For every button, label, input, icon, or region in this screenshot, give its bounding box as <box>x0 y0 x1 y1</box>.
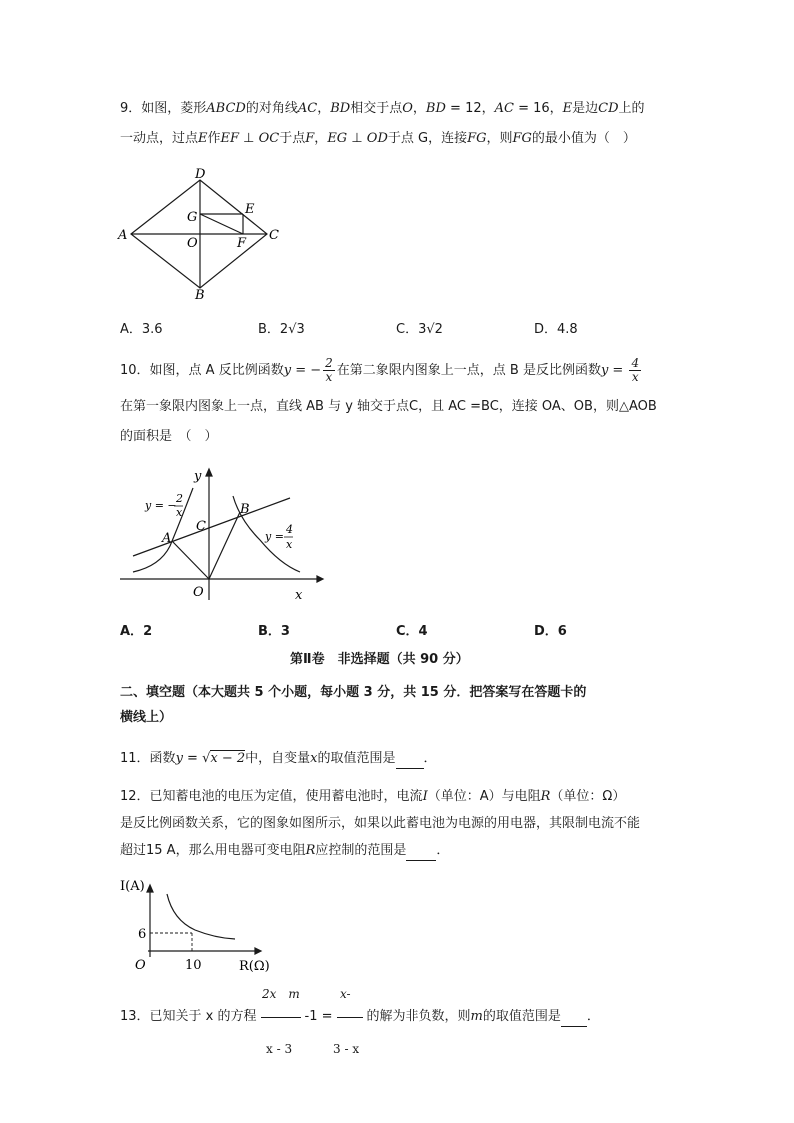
eq1-lhs: y = − <box>145 499 177 512</box>
label-ten: 10 <box>185 958 202 973</box>
eq1-num: 2 <box>176 492 183 505</box>
q10-line3: 的面积是 （ ） <box>120 429 218 444</box>
section-title: 第Ⅱ卷 非选择题（共 90 分） <box>290 652 469 667</box>
inverse-curve <box>167 894 235 939</box>
q9-option-a[interactable]: A．3.6 <box>120 322 163 337</box>
label-G: G <box>187 210 198 225</box>
current-resistance-graph <box>115 872 285 977</box>
label-B: B <box>195 288 205 303</box>
x-axis-arrow <box>317 576 323 582</box>
q10-line1: 10．如图，点 A 反比例函数y = − $\frac{2}{x}$ 在第二象限内图象上一点，点 B 是反比例函数y = $\frac{4}{x}$ <box>120 356 640 384</box>
label-O: O <box>193 585 204 600</box>
label-A: A <box>162 531 172 546</box>
q10-line2: 在第一象限内图象上一点，直线 AB 与 y 轴交于点C，且 AC =BC，连接 OA、OB，则△AOB <box>120 399 657 414</box>
label-O: O <box>135 958 146 973</box>
eq2-num: 4 <box>286 523 293 536</box>
fill-blank-heading-line1: 二、填空题（本大题共 5 个小题，每小题 3 分，共 15 分．把答案写在答题卡的 <box>120 685 587 700</box>
label-E: E <box>245 202 255 217</box>
sqrt-sign: √ <box>202 751 211 766</box>
label-x: x <box>295 588 303 603</box>
q10-frac2: $\frac{4}{x}$ <box>631 356 640 384</box>
sqrt-content: x − 2 <box>210 751 246 766</box>
segment-oa <box>172 541 209 579</box>
q10-option-a[interactable]: A．2 <box>120 624 153 639</box>
q12-line2: 是反比例函数关系，它的图象如图所示，如果以此蓄电池为电源的用电器，其限制电流不能 <box>120 816 641 831</box>
q12-line3: 超过15 A，那么用电器可变电阻R应控制的范围是 ． <box>120 842 449 861</box>
q13-line: 13．已知关于 x 的方程 -1 = 的解为非负数，则m的取值范围是 ． <box>120 1008 600 1027</box>
hyperbola-figure <box>115 462 325 612</box>
label-six: 6 <box>138 927 147 942</box>
q12-answer-blank[interactable] <box>406 842 436 861</box>
fill-blank-heading-line2: 横线上） <box>120 710 173 725</box>
label-r-axis: R(Ω) <box>239 959 270 974</box>
eq1-den: x <box>176 506 183 519</box>
y-axis-arrow <box>206 469 212 476</box>
label-F: F <box>237 236 247 251</box>
label-D: D <box>195 167 206 182</box>
q9-option-b[interactable]: B．2√3 <box>258 322 305 337</box>
q11-line: 11．函数y = √x − 2中，自变量x的取值范围是 ． <box>120 750 437 769</box>
label-C: C <box>196 519 206 534</box>
q10-option-c[interactable]: C．4 <box>396 624 428 639</box>
q13-frac1-bar <box>261 1008 301 1018</box>
q13-frac1-den: x - 3 <box>266 1042 293 1056</box>
q13-frac2-bar <box>337 1008 363 1018</box>
eq2-den: x <box>286 538 293 551</box>
label-O: O <box>187 236 198 251</box>
q9-option-d[interactable]: D．4.8 <box>534 322 578 337</box>
q13-frac2-den: 3 - x <box>333 1042 360 1056</box>
q9-line1: 9．如图，菱形ABCD的对角线AC，BD相交于点O，BD = 12，AC = 16，E是边CD上的 <box>120 101 645 116</box>
q11-answer-blank[interactable] <box>396 750 424 769</box>
rhombus-figure <box>115 165 290 305</box>
q10-option-b[interactable]: B．3 <box>258 624 290 639</box>
label-A: A <box>118 228 128 243</box>
q10-frac1: $\frac{2}{x}$ <box>325 356 333 384</box>
q9-option-c[interactable]: C．3√2 <box>396 322 443 337</box>
label-y: y <box>194 469 202 484</box>
q9-line2: 一动点，过点E作EF ⊥ OC于点F，EG ⊥ OD于点 G，连接FG，则FG的最小值为（ ） <box>120 131 636 146</box>
i-axis-arrow <box>147 885 153 892</box>
q12-line1: 12．已知蓄电池的电压为定值，使用蓄电池时，电流I（单位：A）与电阻R（单位：Ω） <box>120 789 626 804</box>
q13-frac2-num: x- <box>340 987 351 1001</box>
r-axis-arrow <box>255 948 261 954</box>
label-C: C <box>269 228 279 243</box>
label-i-axis: I(A) <box>120 879 145 894</box>
q13-answer-blank[interactable] <box>561 1008 587 1027</box>
label-B: B <box>240 502 250 517</box>
eq2-lhs: y = <box>265 530 284 543</box>
q13-frac1-num: 2x m <box>262 987 300 1001</box>
segment-gf <box>200 214 243 234</box>
q10-option-d[interactable]: D．6 <box>534 624 567 639</box>
